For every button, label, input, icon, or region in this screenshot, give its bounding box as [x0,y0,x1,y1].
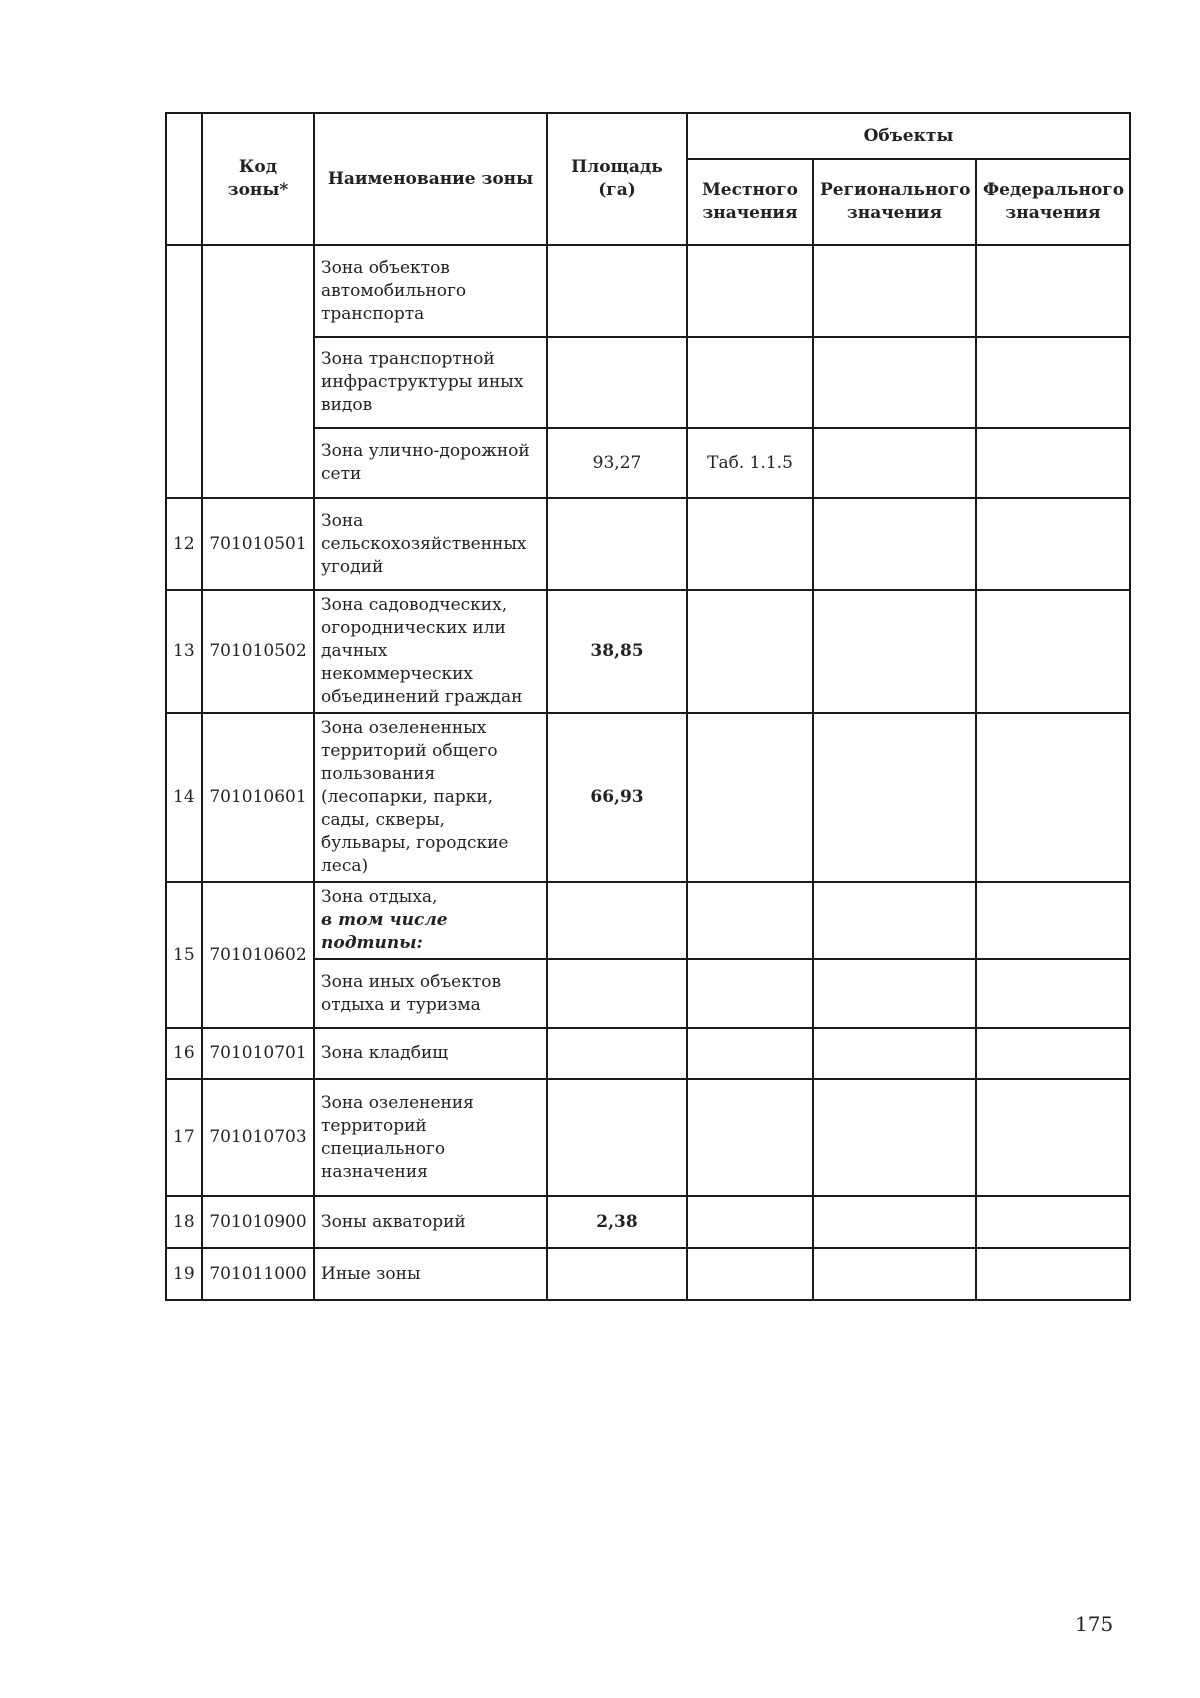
zone-name: Зона улично-дорожной сети [314,428,547,498]
federal-cell [976,1196,1130,1248]
row-number: 18 [166,1196,202,1248]
regional-cell [813,428,976,498]
local-cell [687,713,813,882]
zone-code: 701010701 [202,1028,314,1079]
table-row [166,498,1130,590]
header-code: Код зоны* [202,113,314,245]
regional-cell [813,713,976,882]
zone-area [547,1248,687,1300]
regional-cell [813,1028,976,1079]
local-cell [687,959,813,1028]
local-cell [687,337,813,428]
header-federal: Федерального значения [976,159,1130,245]
header-row [166,113,1130,159]
regional-cell [813,882,976,959]
local-cell [687,1196,813,1248]
table-row [166,1196,1130,1248]
zone-name: Зона сельскохозяйственных угодий [314,498,547,590]
zone-name: Иные зоны [314,1248,547,1300]
header-name: Наименование зоны [314,113,547,245]
regional-cell [813,590,976,713]
zone-subtypes-note: в том числе подтипы: [321,910,448,953]
header-regional: Регионального значения [813,159,976,245]
local-cell [687,245,813,337]
local-cell [687,1248,813,1300]
zone-name: Зона озеленения территорий специального назначения [314,1079,547,1196]
row-number: 17 [166,1079,202,1196]
page-number: 175 [1075,1612,1114,1636]
federal-cell [976,1028,1130,1079]
zone-area [547,498,687,590]
header-num-cell [166,113,202,245]
row-number: 19 [166,1248,202,1300]
zone-code: 701010502 [202,590,314,713]
row-number: 12 [166,498,202,590]
zone-area [547,959,687,1028]
table-row [166,1079,1130,1196]
table-row [166,713,1130,882]
zone-area: 66,93 [547,713,687,882]
regional-cell [813,245,976,337]
row-number: 13 [166,590,202,713]
header-area: Площадь (га) [547,113,687,245]
federal-cell [976,337,1130,428]
zones-table [165,112,1131,1301]
header-local: Местного значения [687,159,813,245]
zone-area: 38,85 [547,590,687,713]
table-row [166,1248,1130,1300]
local-cell [687,590,813,713]
federal-cell [976,590,1130,713]
regional-cell [813,959,976,1028]
row-number: 15 [166,882,202,1028]
zone-area: 93,27 [547,428,687,498]
zone-code: 701010501 [202,498,314,590]
regional-cell [813,1196,976,1248]
zone-name: Зона озелененных территорий общего пользования (лесопарки, парки, сады, скверы, бульвары, городские леса) [314,713,547,882]
local-cell [687,882,813,959]
regional-cell [813,498,976,590]
zone-area: 2,38 [547,1196,687,1248]
federal-cell [976,882,1130,959]
federal-cell [976,713,1130,882]
regional-cell [813,1079,976,1196]
table-row [166,882,1130,959]
zone-name: Зона транспортной инфраструктуры иных видов [314,337,547,428]
zone-name: Зона объектов автомобильного транспорта [314,245,547,337]
zone-name: Зона иных объектов отдыха и туризма [314,959,547,1028]
federal-cell [976,959,1130,1028]
zone-area [547,1079,687,1196]
local-cell [687,498,813,590]
zone-code: 701011000 [202,1248,314,1300]
zone-area [547,882,687,959]
federal-cell [976,428,1130,498]
table-row [166,1028,1130,1079]
zone-code: 701010900 [202,1196,314,1248]
zone-name: Зона отдыха, [321,887,438,907]
local-cell: Таб. 1.1.5 [687,428,813,498]
local-cell [687,1028,813,1079]
table-row [166,590,1130,713]
header-objects: Объекты [687,113,1130,159]
regional-cell [813,337,976,428]
zone-name: Зоны акваторий [314,1196,547,1248]
federal-cell [976,1248,1130,1300]
federal-cell [976,1079,1130,1196]
zone-area [547,245,687,337]
federal-cell [976,245,1130,337]
zone-code: 701010703 [202,1079,314,1196]
code-cell [202,245,314,498]
local-cell [687,1079,813,1196]
zone-name: Зона садоводческих, огороднических или дачных некоммерческих объединений граждан [314,590,547,713]
row-number: 16 [166,1028,202,1079]
regional-cell [813,1248,976,1300]
zone-area [547,1028,687,1079]
zone-name: Зона кладбищ [314,1028,547,1079]
federal-cell [976,498,1130,590]
zone-code: 701010602 [202,882,314,1028]
row-number: 14 [166,713,202,882]
zone-area [547,337,687,428]
zone-code: 701010601 [202,713,314,882]
num-cell [166,245,202,498]
zone-name-cell [314,882,547,959]
table-row [166,245,1130,337]
